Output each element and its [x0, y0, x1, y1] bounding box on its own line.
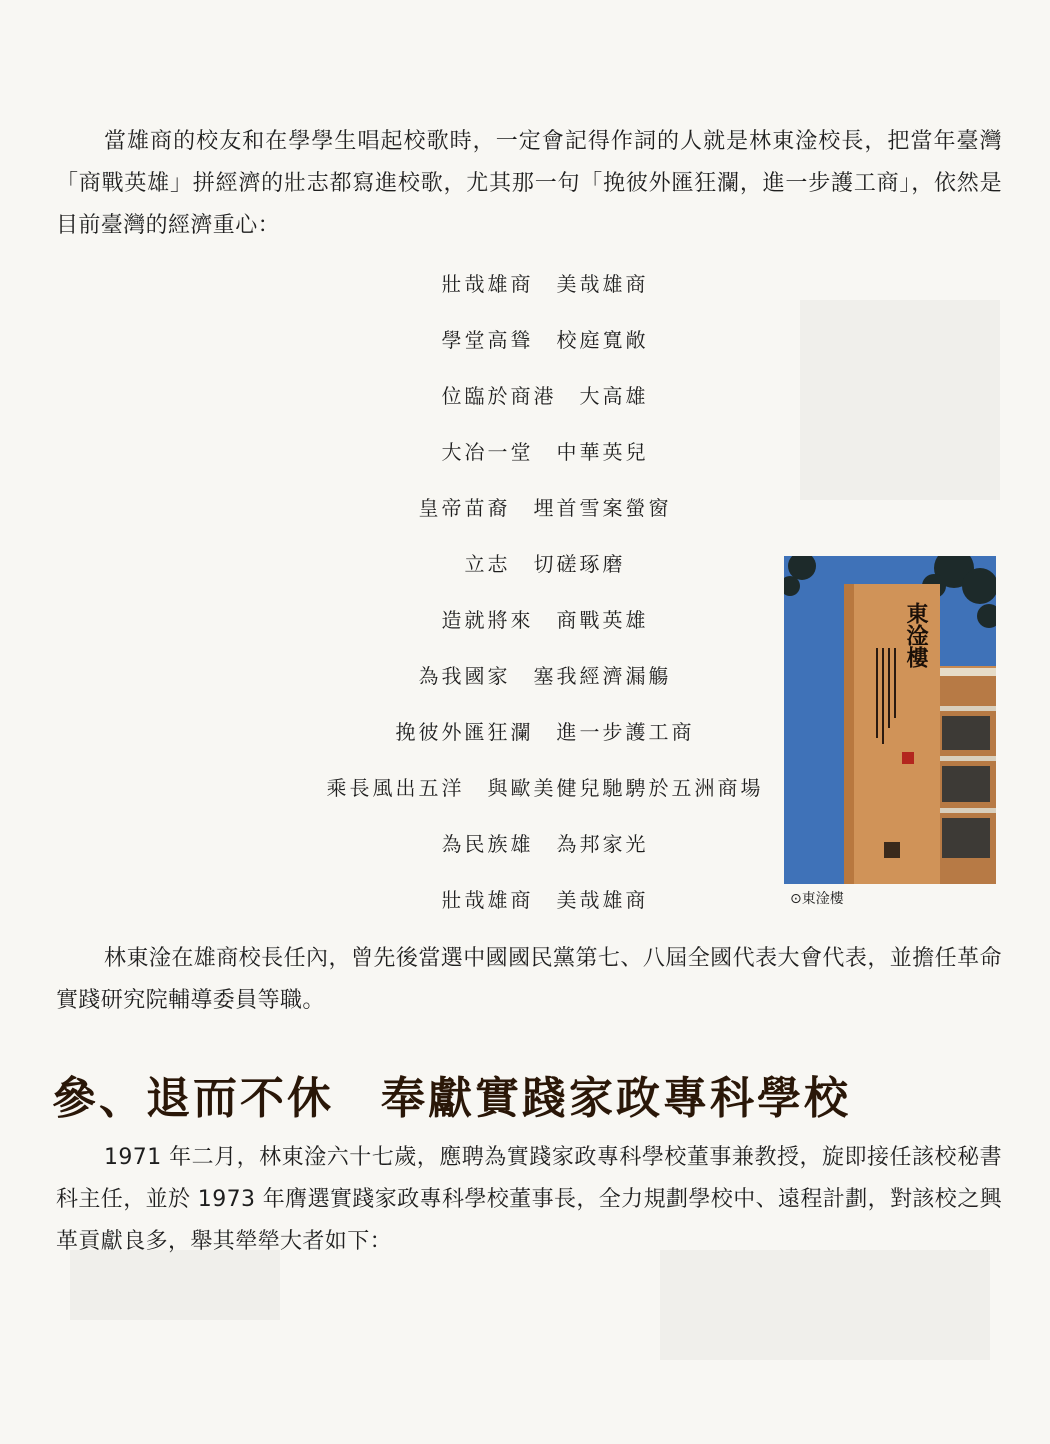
lyric-line: 立志 切磋琢磨 [464, 552, 626, 576]
lyric-line: 學堂高聳 校庭寬敞 [441, 328, 649, 352]
photo-caption: ⊙東淦樓 [790, 891, 844, 907]
lyric-line: 挽彼外匯狂瀾 進一步護工商 [395, 720, 695, 744]
intro-paragraph: 當雄商的校友和在學學生唱起校歌時，一定會記得作詞的人就是林東淦校長，把當年臺灣「商戰英雄」拼經濟的壯志都寫進校歌，尤其那一句「挽彼外匯狂瀾，進一步護工商」，依然是目前臺灣的經濟重心： [56, 129, 1002, 238]
bleed-through-image [660, 1250, 990, 1360]
building-sign: 東淦樓 [903, 602, 929, 668]
building-photo [784, 556, 996, 884]
lyric-line: 壯哉雄商 美哉雄商 [441, 272, 649, 296]
lyric-line: 大冶一堂 中華英兒 [441, 440, 649, 464]
lyric-line: 皇帝苗裔 埋首雪案螢窗 [418, 496, 672, 520]
body-paragraph: 1971 年二月，林東淦六十七歲，應聘為實踐家政專科學校董事兼教授，旋即接任該校秘書科主任，並於 1973 年膺選實踐家政專科學校董事長，全力規劃學校中、遠程計劃，對該校之興革貢獻良多，舉其犖犖大者如下： [56, 1145, 1002, 1254]
lyric-line: 乘長風出五洋 與歐美健兒馳騁於五洲商場 [326, 776, 764, 800]
lyric-line: 為我國家 塞我經濟漏觴 [418, 664, 672, 688]
body-paragraph: 林東淦在雄商校長任內，曾先後當選中國國民黨第七、八屆全國代表大會代表，並擔任革命實踐研究院輔導委員等職。 [56, 946, 1002, 1013]
school-song-lyrics [240, 262, 850, 934]
lyric-line: 為民族雄 為邦家光 [441, 832, 649, 856]
lyric-line: 造就將來 商戰英雄 [441, 608, 649, 632]
section-heading: 參、退而不休 奉獻實踐家政專科學校 [52, 1073, 851, 1124]
lyric-line: 壯哉雄商 美哉雄商 [441, 888, 649, 912]
lyric-line: 位臨於商港 大高雄 [441, 384, 649, 408]
